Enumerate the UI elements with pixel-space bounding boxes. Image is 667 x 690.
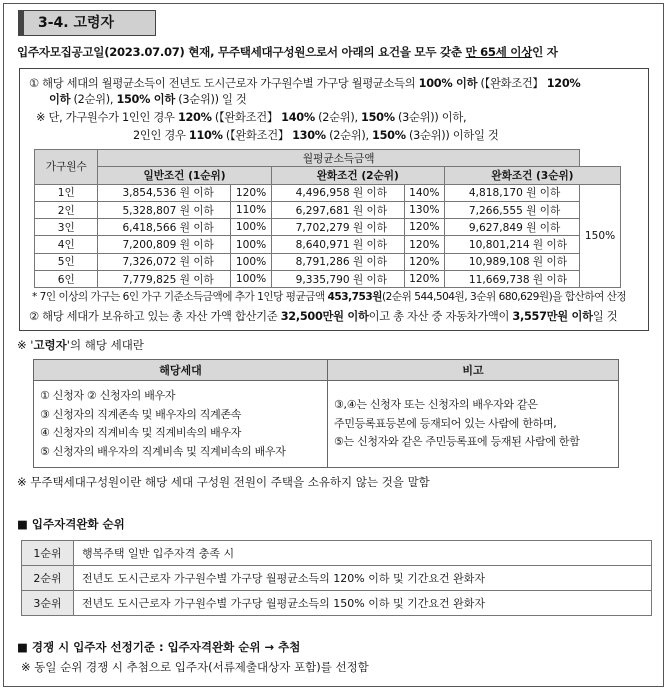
cell-relaxed3-amount: 4,818,170 원 이하 xyxy=(444,184,579,201)
text: '의 해당 세대란 xyxy=(66,338,144,352)
cell-general-amount: 7,200,809 원 이하 xyxy=(98,236,231,253)
table-row xyxy=(22,541,652,566)
list-item: ⑤ 신청자의 배우자의 직계비속 및 직계비속의 배우자 xyxy=(40,444,286,458)
text-bold: 100% 이하 xyxy=(418,77,478,90)
cell-size: 4인 xyxy=(35,236,98,253)
text: (3순위)) 일 것 xyxy=(175,93,247,106)
header-relaxed-condition-3: 완화조건 (3순위) xyxy=(444,167,620,184)
table-row xyxy=(35,236,621,253)
text: (3순위)) 이하, xyxy=(394,111,467,124)
text-bold: 140% xyxy=(281,111,315,124)
text: 일 것 xyxy=(592,310,618,323)
income-table-header-row1 xyxy=(35,150,621,167)
cell-general-amount: 6,418,566 원 이하 xyxy=(98,219,231,236)
cell-general-pct: 100% xyxy=(231,219,271,236)
cell-relaxed2-pct: 130% xyxy=(404,201,444,218)
text-bold: 120% xyxy=(546,77,581,90)
text: (【완화조건】 xyxy=(222,129,293,142)
table-row xyxy=(35,219,621,236)
text: ② 해당 세대가 보유하고 있는 총 자산 가액 합산기준 xyxy=(29,310,281,323)
text: (【완화조건】 xyxy=(477,77,547,90)
cell-relaxed2-pct: 120% xyxy=(404,219,444,236)
cell-general-pct: 100% xyxy=(231,236,271,253)
text-bold: 150% 이하 xyxy=(116,93,175,106)
text: (【완화조건】 xyxy=(211,111,282,124)
table-row xyxy=(22,566,652,591)
selection-note: ※ 동일 순위 경쟁 시 추첨으로 입주자(서류제출대상자 포함)를 선정함 xyxy=(21,660,369,674)
selection-heading: ■ 경쟁 시 입주자 선정기준 : 입주자격완화 순위 → 추첨 xyxy=(17,640,301,654)
table-row xyxy=(35,201,621,218)
income-table xyxy=(34,149,621,288)
remark-line: 주민등록표등본에 등재되어 있는 사람에 한하며, xyxy=(334,416,557,430)
section-title: 3-4. 고령자 xyxy=(18,10,156,36)
text: 이고 총 자산 중 자동차가액이 xyxy=(368,310,513,323)
remark-line: ③,④는 신청자 또는 신청자의 배우자와 같은 xyxy=(334,398,538,412)
income-table-header-row2 xyxy=(35,167,621,184)
condition1-line3 xyxy=(36,109,466,125)
cell-size: 2인 xyxy=(35,201,98,218)
cell-relaxed2-pct: 140% xyxy=(404,184,444,201)
text: (2순위), xyxy=(70,93,117,106)
cell-relaxed2-amount: 8,791,286 원 이하 xyxy=(271,253,404,270)
household-list-cell xyxy=(34,381,328,468)
condition1-line2 xyxy=(49,91,247,107)
cell-relaxed2-amount: 4,496,958 원 이하 xyxy=(271,184,404,201)
text: (2순위 544,504원, 3순위 680,629원)을 합산하여 산정 xyxy=(382,291,627,303)
cell-relaxed2-amount: 9,335,790 원 이하 xyxy=(271,271,404,288)
seven-person-note xyxy=(32,289,626,304)
table-row xyxy=(35,271,621,288)
remarks-cell xyxy=(328,381,619,468)
list-item: ④ 신청자의 직계비속 및 직계비속의 배우자 xyxy=(40,426,242,439)
priority-heading: ■ 입주자격완화 순위 xyxy=(17,517,125,531)
cell-size: 6인 xyxy=(35,271,98,288)
text-bold: 32,500만원 이하 xyxy=(280,310,369,323)
cell-relaxed2-pct: 120% xyxy=(404,236,444,253)
cell-general-amount: 5,328,807 원 이하 xyxy=(98,201,231,218)
header-household-size: 가구원수 xyxy=(35,150,98,185)
text: (2순위), xyxy=(325,129,373,142)
text: (3순위)) 이하일 것 xyxy=(405,129,499,142)
text-bold: 150% xyxy=(361,111,395,124)
cell-general-pct: 120% xyxy=(231,184,271,201)
list-item: ① 신청자 ② 신청자의 배우자 xyxy=(40,389,176,402)
household-table-header xyxy=(34,360,619,381)
cell-relaxed3-pct: 150% xyxy=(579,184,620,288)
rank-cell: 3순위 xyxy=(22,591,74,616)
list-item: ③ 신청자의 직계존속 및 배우자의 직계존속 xyxy=(40,407,242,421)
rank-description: 행복주택 일반 입주자격 충족 시 xyxy=(74,541,652,566)
text: (2순위), xyxy=(314,111,362,124)
household-table-body xyxy=(34,381,619,468)
intro-prefix: 입주자모집공고일(2023.07.07) 현재, 무주택세대구성원으로서 아래의 요건을 모두 갖춘 xyxy=(17,45,466,59)
rank-cell: 2순위 xyxy=(22,566,74,591)
remark-line: ⑤는 신청자와 같은 주민등록표에 등재된 사람에 한함 xyxy=(334,435,580,449)
rank-cell: 1순위 xyxy=(22,541,74,566)
household-table xyxy=(33,359,619,468)
header-relaxed-condition-2: 완화조건 (2순위) xyxy=(271,167,444,184)
header-household: 해당세대 xyxy=(34,360,328,381)
table-row xyxy=(35,184,621,201)
text: * 7인 이상의 가구는 6인 가구 기준소득금액에 추가 1인당 평균금액 xyxy=(32,291,328,303)
header-monthly-income: 월평균소득금액 xyxy=(98,150,580,167)
rank-description: 전년도 도시근로자 가구원수별 가구당 월평균소득의 120% 이하 및 기간요건 완화자 xyxy=(74,566,652,591)
text: ※ 단, 가구원수가 1인인 경우 xyxy=(36,111,178,124)
intro-suffix: 인 자 xyxy=(532,45,558,59)
cell-relaxed2-amount: 7,702,279 원 이하 xyxy=(271,219,404,236)
intro-age-underlined: 만 65세 이상 xyxy=(465,45,533,59)
condition1-line4 xyxy=(133,127,499,143)
header-general-condition: 일반조건 (1순위) xyxy=(98,167,271,184)
cell-size: 3인 xyxy=(35,219,98,236)
cell-relaxed2-pct: 120% xyxy=(404,253,444,270)
table-row xyxy=(35,253,621,270)
text-bold: 453,753원 xyxy=(327,291,383,303)
cell-general-amount: 3,854,536 원 이하 xyxy=(98,184,231,201)
cell-relaxed2-pct: 120% xyxy=(404,271,444,288)
cell-general-pct: 110% xyxy=(231,201,271,218)
table-row xyxy=(22,591,652,616)
cell-relaxed3-amount: 10,801,214 원 이하 xyxy=(444,236,579,253)
cell-general-amount: 7,779,825 원 이하 xyxy=(98,271,231,288)
cell-relaxed2-amount: 6,297,681 원 이하 xyxy=(271,201,404,218)
cell-general-pct: 100% xyxy=(231,253,271,270)
household-heading xyxy=(17,337,144,353)
text-bold: 3,557만원 이하 xyxy=(512,310,593,323)
text-bold: 120% xyxy=(177,111,212,124)
cell-relaxed2-amount: 8,640,971 원 이하 xyxy=(271,236,404,253)
cell-relaxed3-amount: 9,627,849 원 이하 xyxy=(444,219,579,236)
text: ※ ' xyxy=(17,338,34,352)
text-bold: 고령자 xyxy=(33,338,67,352)
document-page xyxy=(3,3,664,687)
condition2-line xyxy=(29,308,617,324)
no-house-note: ※ 무주택세대구성원이란 해당 세대 구성원 전원이 주택을 소유하지 않는 것을 말함 xyxy=(17,475,430,489)
cell-size: 1인 xyxy=(35,184,98,201)
rank-description: 전년도 도시근로자 가구원수별 가구당 월평균소득의 150% 이하 및 기간요건 완화자 xyxy=(74,591,652,616)
text-bold: 150% xyxy=(372,129,406,142)
text-bold: 110% xyxy=(188,129,223,142)
cell-size: 5인 xyxy=(35,253,98,270)
priority-table xyxy=(21,540,652,616)
condition1-line1 xyxy=(29,75,580,91)
cell-relaxed3-amount: 7,266,555 원 이하 xyxy=(444,201,579,218)
text: ① 해당 세대의 월평균소득이 전년도 도시근로자 가구원수별 가구당 월평균소득의 xyxy=(29,77,419,90)
text: 2인인 경우 xyxy=(133,129,189,142)
text-bold: 이하 xyxy=(49,93,71,106)
requirements-box xyxy=(19,68,649,331)
cell-relaxed3-amount: 11,669,738 원 이하 xyxy=(444,271,579,288)
header-remarks: 비고 xyxy=(328,360,619,381)
cell-general-amount: 7,326,072 원 이하 xyxy=(98,253,231,270)
eligibility-intro xyxy=(17,44,558,60)
cell-general-pct: 100% xyxy=(231,271,271,288)
text-bold: 130% xyxy=(292,129,326,142)
cell-relaxed3-amount: 10,989,108 원 이하 xyxy=(444,253,579,270)
